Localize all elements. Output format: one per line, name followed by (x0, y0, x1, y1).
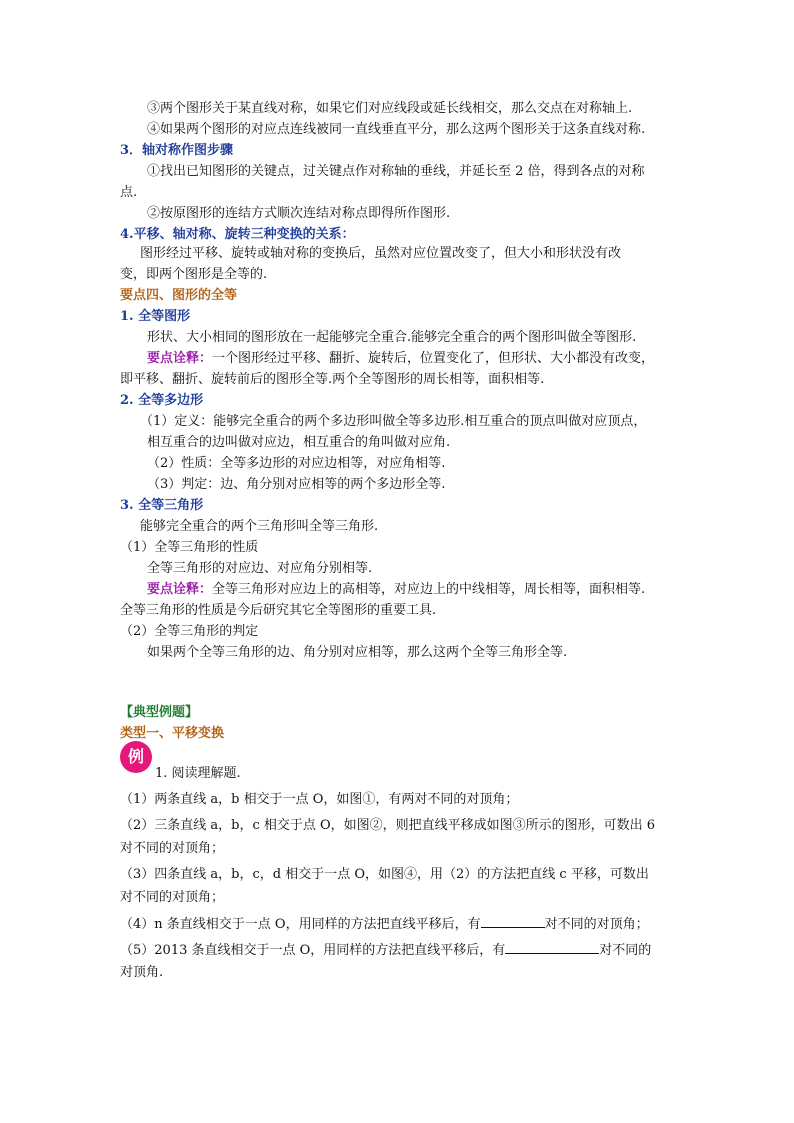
typical-examples-heading: 【典型例题】 (120, 705, 199, 720)
step-1-line-b: 点. (120, 185, 138, 200)
congruent-figures-heading: 1. 全等图形 (120, 309, 191, 324)
congruent-figures-def: 形状、大小相同的图形放在一起能够完全重合.能够完全重合的两个图形叫做全等图形. (147, 330, 637, 345)
polygon-definition-b: 相互重合的边叫做对应边，相互重合的角叫做对应角. (147, 435, 451, 450)
triangle-criterion: 如果两个全等三角形的边、角分别对应相等，那么这两个全等三角形全等. (147, 645, 568, 660)
point-4-heading: 要点四、图形的全等 (120, 288, 238, 303)
question-title: 1. 阅读理解题. (155, 766, 241, 781)
note-label: 要点诠释： (147, 582, 213, 597)
polygon-definition-a: （1）定义：能够完全重合的两个多边形叫做全等多边形.相互重合的顶点叫做对应顶点， (140, 414, 647, 429)
congruent-triangles-heading: 3. 全等三角形 (120, 498, 204, 513)
triangle-definition: 能够完全重合的两个三角形叫全等三角形. (140, 519, 379, 534)
note-1-line-a (147, 350, 654, 368)
step-1-line-a: ①找出已知图形的关键点，过关键点作对称轴的垂线，并延长至 2 倍，得到各点的对称 (147, 164, 645, 179)
congruent-polygons-heading: 2. 全等多边形 (120, 393, 204, 408)
question-part-5-prefix: （5）2013 条直线相交于一点 O，用同样的方法把直线平移后，有 (120, 943, 506, 958)
example-badge-icon: 例 (120, 741, 152, 773)
section-3-heading: 3．轴对称作图步骤 (120, 143, 234, 158)
note-text: 一个图形经过平移、翻折、旋转后，位置变化了，但形状、大小都没有改变， (212, 351, 655, 366)
question-part-3-b: 对不同的对顶角； (120, 890, 225, 905)
triangle-property-title: （1）全等三角形的性质 (120, 540, 259, 555)
note-label: 要点诠释： (147, 351, 213, 366)
property-line-4: ④如果两个图形的对应点连线被同一直线垂直平分，那么这两个图形关于这条直线对称. (147, 122, 646, 137)
question-part-4-suffix: 对不同的对顶角； (544, 917, 649, 932)
note-text: 全等三角形对应边上的高相等，对应边上的中线相等，周长相等，面积相等. (212, 582, 646, 597)
question-part-4 (120, 915, 649, 934)
type-1-heading: 类型一、平移变换 (120, 726, 225, 741)
question-part-5-b: 对顶角. (120, 965, 164, 980)
question-part-5 (120, 941, 651, 960)
note-1-line-b: 即平移、翻折、旋转前后的图形全等.两个全等图形的周长相等，面积相等. (120, 372, 545, 387)
property-line-3: ③两个图形关于某直线对称，如果它们对应线段或延长线相交，那么交点在对称轴上. (147, 101, 633, 116)
question-part-2-a: （2）三条直线 a，b，c 相交于点 O，如图②，则把直线平移成如图③所示的图形，可数出 6 (120, 818, 656, 833)
polygon-property: （2）性质：全等多边形的对应边相等，对应角相等. (147, 456, 446, 471)
answer-blank-4[interactable] (481, 915, 545, 928)
note-2-line-b: 全等三角形的性质是今后研究其它全等图形的重要工具. (120, 603, 437, 618)
section-4-para-a: 图形经过平移、旋转或轴对称的变换后，虽然对应位置改变了，但大小和形状没有改 (140, 246, 622, 261)
question-part-5-suffix: 对不同的 (599, 943, 652, 958)
triangle-property: 全等三角形的对应边、对应角分别相等. (147, 561, 373, 576)
polygon-criterion: （3）判定：边、角分别对应相等的两个多边形全等. (147, 477, 446, 492)
triangle-criterion-title: （2）全等三角形的判定 (120, 624, 259, 639)
question-part-1: （1）两条直线 a，b 相交于一点 O，如图①，有两对不同的对顶角； (120, 792, 519, 807)
note-2-line-a (147, 581, 645, 599)
answer-blank-5[interactable] (505, 941, 599, 954)
section-4-para-b: 变，即两个图形是全等的. (120, 267, 268, 282)
question-part-2-b: 对不同的对顶角； (120, 841, 225, 856)
step-2-line: ②按原图形的连结方式顺次连结对称点即得所作图形. (147, 206, 451, 221)
question-part-3-a: （3）四条直线 a，b，c，d 相交于一点 O，如图④，用（2）的方法把直线 c 平移，可数出 (120, 867, 649, 882)
section-4-heading: 4.平移、轴对称、旋转三种变换的关系： (120, 227, 355, 242)
question-part-4-prefix: （4）n 条直线相交于一点 O，用同样的方法把直线平移后，有 (120, 917, 481, 932)
